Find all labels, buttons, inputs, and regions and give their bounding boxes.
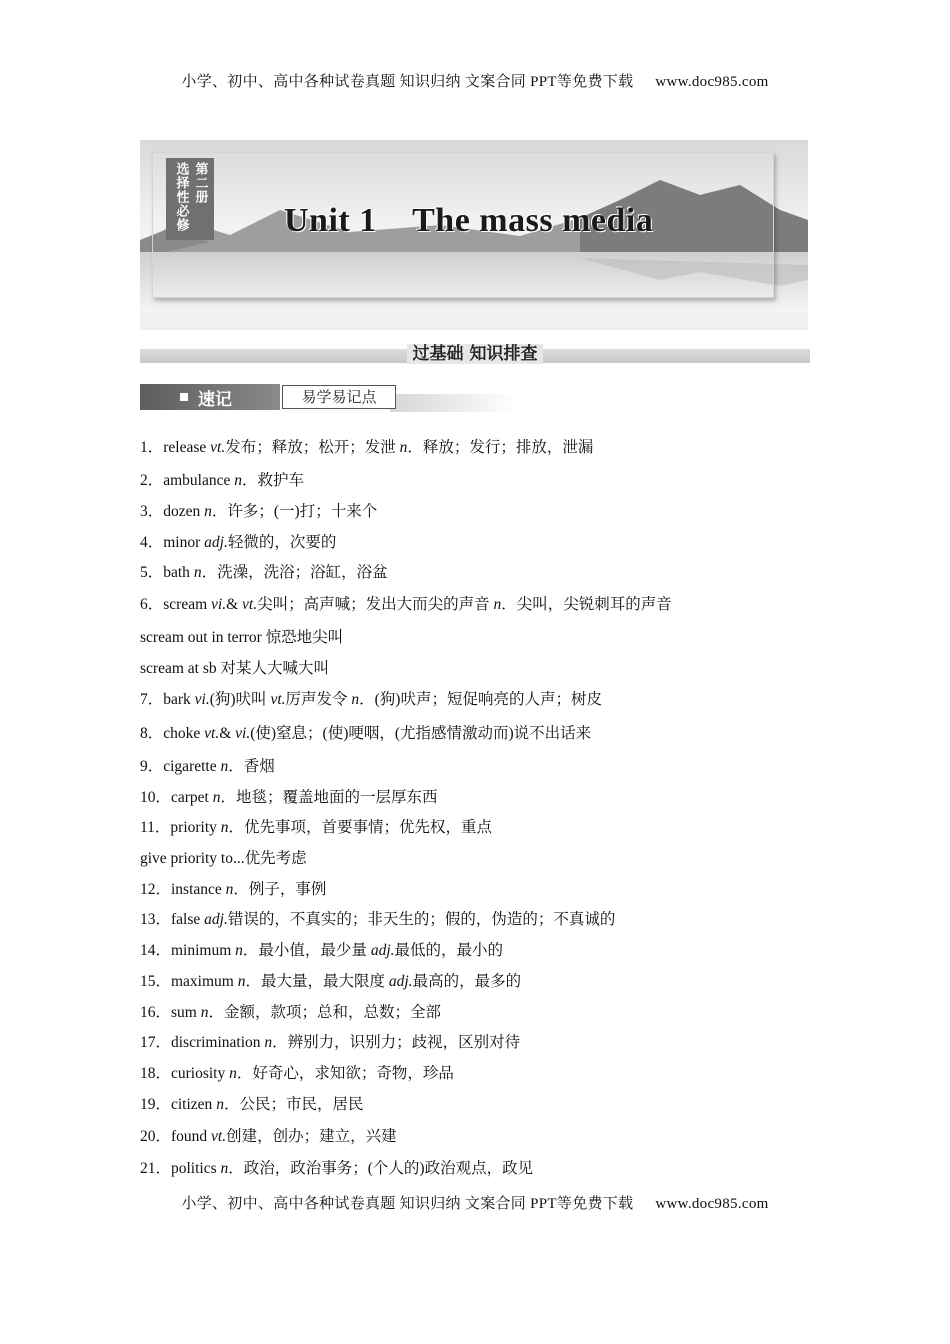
vocab-entry-1 (140, 438, 593, 458)
part-of-speech: n (399, 439, 408, 456)
header-site: www.doc985.com (655, 74, 769, 90)
entry-text: scream out in terror 惊恐地尖叫 (140, 629, 344, 646)
entry-text: 厉声发令 (285, 691, 352, 708)
entry-text: ．香烟 (228, 758, 275, 775)
entry-text: 19．citizen (140, 1096, 217, 1113)
part-of-speech: n (220, 819, 229, 836)
entry-text: 13．false (140, 911, 205, 928)
vocab-entry-14 (140, 941, 503, 961)
entry-text: give priority to...优先考虑 (140, 850, 307, 867)
section-title: 过基础 知识排查 (407, 344, 544, 364)
unit-banner (140, 140, 808, 330)
entry-text: (使)窒息；(使)哽咽，(尤指感情激动而)说不出话来 (250, 725, 592, 742)
unit-title: Unit 1 The mass media (284, 202, 654, 239)
entry-text: 轻微的，次要的 (227, 534, 337, 551)
subsection-label (140, 384, 518, 412)
part-of-speech: adj. (388, 973, 413, 990)
vocab-phrase-11a (140, 849, 307, 869)
entry-text: 3．dozen (140, 503, 205, 520)
part-of-speech: adj. (204, 911, 228, 928)
vocab-entry-18 (140, 1064, 454, 1084)
vocab-entry-11 (140, 818, 492, 838)
entry-text: ．洗澡，洗浴；浴缸，浴盆 (201, 564, 388, 581)
entry-text: ．释放；发行；排放，泄漏 (407, 439, 594, 456)
entry-text: ．辨别力，识别力；歧视，区别对待 (272, 1034, 521, 1051)
entry-text: 最高的，最多的 (412, 973, 522, 990)
entry-text: 9．cigarette (140, 758, 221, 775)
entry-text: ．救护车 (242, 472, 305, 489)
vocab-entry-12 (140, 880, 326, 900)
entry-text: ．许多；(一)打；十来个 (211, 503, 378, 520)
entry-text: & (219, 725, 236, 742)
entry-text: 6．scream (140, 596, 212, 613)
vocab-entry-6 (140, 595, 672, 615)
vocab-entry-15 (140, 972, 521, 992)
entry-text: 5．bath (140, 564, 194, 581)
part-of-speech: vt. (204, 725, 220, 742)
part-of-speech: n (237, 973, 246, 990)
square-bullet-icon (180, 393, 188, 401)
label-box-text: 易学易记点 (282, 385, 396, 409)
entry-text: 7．bark (140, 691, 195, 708)
part-of-speech: n (264, 1034, 273, 1051)
entry-text: ．公民；市民，居民 (223, 1096, 364, 1113)
part-of-speech: n (225, 881, 234, 898)
vocab-phrase-6a (140, 628, 343, 648)
entry-text: 创建，创办；建立，兴建 (226, 1128, 397, 1145)
part-of-speech: n (220, 1160, 229, 1177)
part-of-speech: n (234, 472, 243, 489)
entry-text: 8．choke (140, 725, 205, 742)
part-of-speech: n (204, 503, 212, 520)
entry-text: 17．discrimination (140, 1034, 265, 1051)
vocab-entry-13 (140, 910, 615, 930)
entry-text: 1．release (140, 439, 211, 456)
part-of-speech: n (216, 1096, 224, 1113)
entry-text: 最低的，最小的 (394, 942, 504, 959)
label-fade (390, 394, 518, 412)
part-of-speech: vt. (211, 1128, 227, 1145)
entry-text: 2．ambulance (140, 472, 235, 489)
entry-text: 18．curiosity (140, 1065, 230, 1082)
entry-text: ．优先事项，首要事情；优先权，重点 (228, 819, 493, 836)
vocab-phrase-6b (140, 659, 329, 679)
vocab-entry-7 (140, 690, 602, 710)
part-of-speech: vi. (235, 725, 251, 742)
part-of-speech: adj. (204, 534, 228, 551)
page-header (0, 70, 950, 91)
vocab-entry-5 (140, 563, 388, 583)
part-of-speech: vi. (211, 596, 227, 613)
part-of-speech: n (235, 942, 243, 959)
part-of-speech: n (200, 1004, 209, 1021)
part-of-speech: n (220, 758, 229, 775)
entry-text: ．好奇心，求知欲；奇物，珍品 (236, 1065, 454, 1082)
page-footer (0, 1192, 950, 1213)
entry-text: (狗)吠叫 (209, 691, 271, 708)
part-of-speech: n (212, 789, 221, 806)
vocab-entry-9 (140, 757, 275, 777)
part-of-speech: vt. (210, 439, 226, 456)
volume-label-col-2: 第二册 (192, 162, 208, 204)
part-of-speech: adj. (370, 942, 395, 959)
vocab-entry-16 (140, 1003, 441, 1023)
vocab-entry-21 (140, 1159, 533, 1179)
part-of-speech: n (229, 1065, 237, 1082)
entry-text: 14．minimum (140, 942, 236, 959)
entry-text: ．金额，款项；总和，总数；全部 (208, 1004, 441, 1021)
vocab-entry-17 (140, 1033, 520, 1053)
entry-text: 错误的，不真实的；非天生的；假的，伪造的；不真诚的 (227, 911, 616, 928)
part-of-speech: vt. (270, 691, 286, 708)
entry-text: ．尖叫，尖锐刺耳的声音 (501, 596, 672, 613)
entry-text: ．最小值，最少量 (242, 942, 371, 959)
volume-label-col-1: 选择性必修 (173, 162, 189, 232)
entry-text: 21．politics (140, 1160, 221, 1177)
part-of-speech: vi. (194, 691, 210, 708)
vocab-entry-4 (140, 533, 336, 553)
vocab-entry-10 (140, 788, 438, 808)
entry-text: ．地毯；覆盖地面的一层厚东西 (220, 789, 438, 806)
entry-text: 20．found (140, 1128, 212, 1145)
entry-text: 15．maximum (140, 973, 238, 990)
entry-text: & (226, 596, 243, 613)
entry-text: 4．minor (140, 534, 205, 551)
footer-text: 小学、初中、高中各种试卷真题 知识归纳 文案合同 PPT等免费下载 (181, 1196, 634, 1212)
footer-site: www.doc985.com (655, 1196, 769, 1212)
vocab-entry-3 (140, 502, 377, 522)
entry-text: 11．priority (140, 819, 221, 836)
volume-label (166, 158, 214, 240)
section-heading (140, 337, 810, 367)
label-dark-text: 速记 (198, 390, 232, 410)
vocab-entry-8 (140, 724, 591, 744)
header-text: 小学、初中、高中各种试卷真题 知识归纳 文案合同 PPT等免费下载 (181, 74, 634, 90)
vocab-entry-19 (140, 1095, 363, 1115)
entry-text: scream at sb 对某人大喊大叫 (140, 660, 329, 677)
entry-text: ．政治，政治事务；(个人的)政治观点，政见 (228, 1160, 534, 1177)
entry-text: 12．instance (140, 881, 226, 898)
part-of-speech: n (493, 596, 502, 613)
entry-text: 10．carpet (140, 789, 213, 806)
entry-text: ．最大量，最大限度 (245, 973, 389, 990)
part-of-speech: n (351, 691, 360, 708)
part-of-speech: n (193, 564, 202, 581)
vocab-entry-2 (140, 471, 304, 491)
vocab-entry-20 (140, 1127, 397, 1147)
entry-text: 16．sum (140, 1004, 201, 1021)
entry-text: 尖叫；高声喊；发出大而尖的声音 (257, 596, 494, 613)
entry-text: ．(狗)吠声；短促响亮的人声；树皮 (359, 691, 602, 708)
entry-text: ．例子，事例 (233, 881, 327, 898)
entry-text: 发布；释放；松开；发泄 (225, 439, 400, 456)
part-of-speech: vt. (242, 596, 258, 613)
